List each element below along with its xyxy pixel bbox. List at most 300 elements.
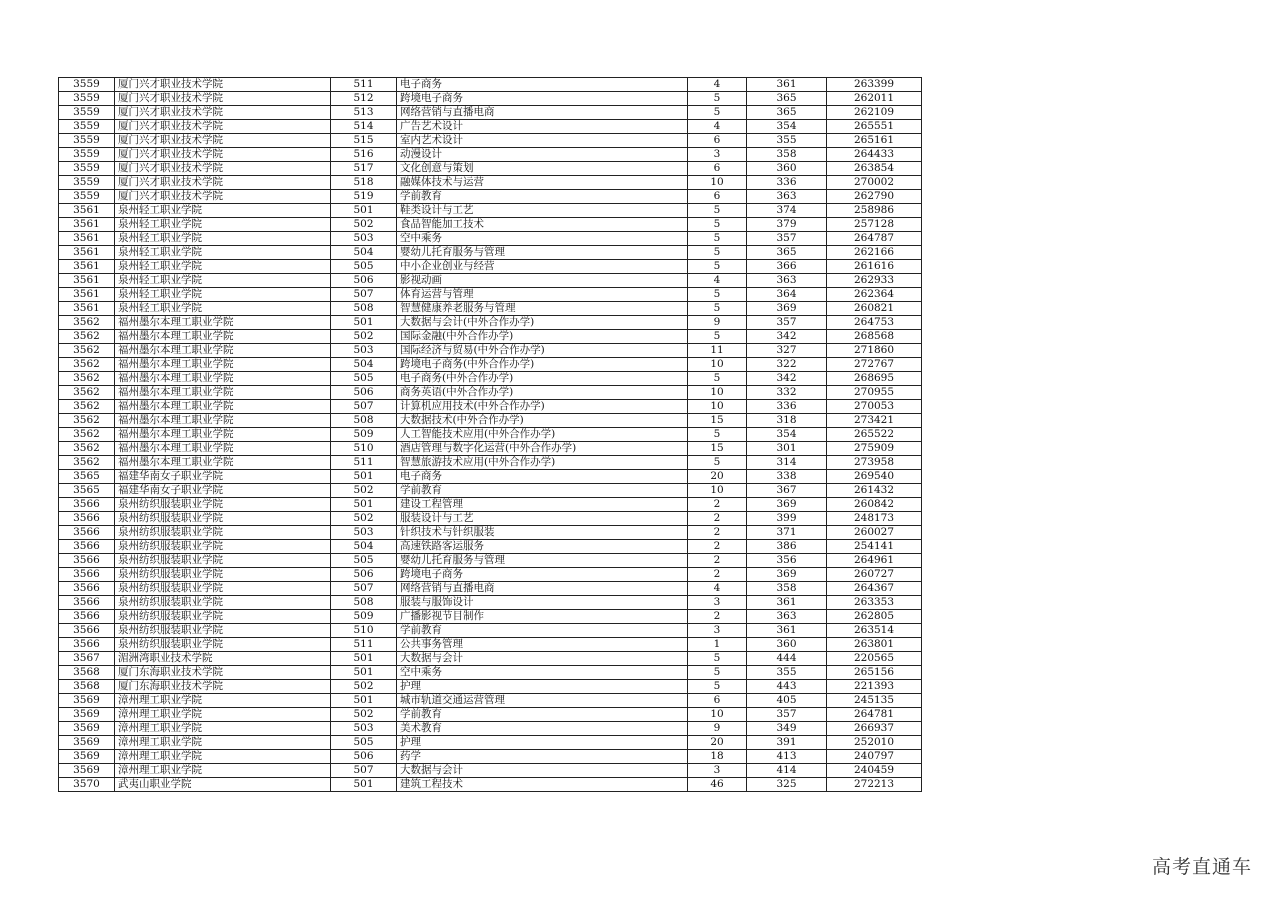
cell-min-rank: 221393 <box>827 680 922 694</box>
cell-school-name: 厦门兴才职业技术学院 <box>115 78 331 92</box>
cell-school-name: 泉州纺织服装职业学院 <box>115 540 331 554</box>
cell-min-rank: 262933 <box>827 274 922 288</box>
cell-school-name: 泉州轻工职业学院 <box>115 204 331 218</box>
cell-school-code: 3562 <box>59 442 115 456</box>
cell-major-name: 文化创意与策划 <box>397 162 688 176</box>
cell-min-rank: 261616 <box>827 260 922 274</box>
cell-school-name: 漳州理工职业学院 <box>115 722 331 736</box>
table-row <box>59 400 922 414</box>
table-row <box>59 456 922 470</box>
cell-major-code: 509 <box>331 610 397 624</box>
cell-school-code: 3569 <box>59 722 115 736</box>
table-row <box>59 610 922 624</box>
table-row <box>59 596 922 610</box>
cell-major-code: 503 <box>331 722 397 736</box>
cell-major-code: 511 <box>331 456 397 470</box>
cell-school-name: 漳州理工职业学院 <box>115 694 331 708</box>
cell-plan-count: 6 <box>688 190 747 204</box>
cell-school-code: 3569 <box>59 736 115 750</box>
cell-major-code: 502 <box>331 708 397 722</box>
cell-school-code: 3566 <box>59 526 115 540</box>
cell-major-name: 电子商务(中外合作办学) <box>397 372 688 386</box>
table-row <box>59 274 922 288</box>
cell-min-rank: 262166 <box>827 246 922 260</box>
cell-major-name: 网络营销与直播电商 <box>397 106 688 120</box>
cell-min-score: 386 <box>747 540 827 554</box>
cell-school-name: 福建华南女子职业学院 <box>115 470 331 484</box>
cell-plan-count: 10 <box>688 400 747 414</box>
cell-major-code: 503 <box>331 526 397 540</box>
cell-school-code: 3559 <box>59 106 115 120</box>
table-row <box>59 386 922 400</box>
cell-plan-count: 5 <box>688 666 747 680</box>
cell-school-name: 福州墨尔本理工职业学院 <box>115 386 331 400</box>
cell-plan-count: 20 <box>688 736 747 750</box>
cell-major-code: 510 <box>331 624 397 638</box>
cell-plan-count: 5 <box>688 218 747 232</box>
cell-school-name: 漳州理工职业学院 <box>115 708 331 722</box>
cell-school-name: 厦门兴才职业技术学院 <box>115 176 331 190</box>
cell-school-code: 3569 <box>59 764 115 778</box>
cell-major-code: 508 <box>331 596 397 610</box>
cell-school-code: 3561 <box>59 288 115 302</box>
cell-min-score: 322 <box>747 358 827 372</box>
cell-school-code: 3561 <box>59 260 115 274</box>
cell-major-name: 人工智能技术应用(中外合作办学) <box>397 428 688 442</box>
table-row <box>59 190 922 204</box>
cell-school-name: 泉州纺织服装职业学院 <box>115 554 331 568</box>
table-row <box>59 372 922 386</box>
cell-school-code: 3568 <box>59 680 115 694</box>
cell-school-name: 福建华南女子职业学院 <box>115 484 331 498</box>
cell-school-code: 3562 <box>59 456 115 470</box>
table-row <box>59 554 922 568</box>
cell-school-code: 3561 <box>59 302 115 316</box>
cell-major-name: 广告艺术设计 <box>397 120 688 134</box>
cell-major-name: 计算机应用技术(中外合作办学) <box>397 400 688 414</box>
cell-major-code: 511 <box>331 638 397 652</box>
cell-major-name: 智慧旅游技术应用(中外合作办学) <box>397 456 688 470</box>
cell-major-code: 505 <box>331 260 397 274</box>
cell-school-code: 3562 <box>59 330 115 344</box>
cell-major-code: 509 <box>331 428 397 442</box>
cell-major-code: 501 <box>331 666 397 680</box>
admission-table <box>58 77 922 792</box>
cell-school-code: 3561 <box>59 204 115 218</box>
cell-school-name: 福州墨尔本理工职业学院 <box>115 316 331 330</box>
cell-min-score: 361 <box>747 78 827 92</box>
cell-school-name: 福州墨尔本理工职业学院 <box>115 414 331 428</box>
cell-min-rank: 272767 <box>827 358 922 372</box>
cell-school-name: 泉州轻工职业学院 <box>115 218 331 232</box>
cell-major-code: 507 <box>331 400 397 414</box>
cell-major-code: 502 <box>331 680 397 694</box>
cell-school-name: 漳州理工职业学院 <box>115 750 331 764</box>
cell-plan-count: 15 <box>688 414 747 428</box>
cell-min-rank: 263801 <box>827 638 922 652</box>
cell-plan-count: 1 <box>688 638 747 652</box>
cell-school-name: 漳州理工职业学院 <box>115 736 331 750</box>
cell-min-score: 399 <box>747 512 827 526</box>
cell-school-code: 3569 <box>59 694 115 708</box>
cell-major-code: 514 <box>331 120 397 134</box>
cell-plan-count: 4 <box>688 78 747 92</box>
cell-major-name: 服装与服饰设计 <box>397 596 688 610</box>
cell-school-code: 3568 <box>59 666 115 680</box>
cell-min-score: 357 <box>747 708 827 722</box>
cell-school-name: 厦门东海职业技术学院 <box>115 680 331 694</box>
cell-school-name: 泉州轻工职业学院 <box>115 260 331 274</box>
cell-min-score: 327 <box>747 344 827 358</box>
cell-school-code: 3566 <box>59 596 115 610</box>
cell-school-code: 3561 <box>59 218 115 232</box>
cell-min-score: 369 <box>747 568 827 582</box>
cell-plan-count: 2 <box>688 512 747 526</box>
cell-min-score: 332 <box>747 386 827 400</box>
cell-min-score: 356 <box>747 554 827 568</box>
cell-min-score: 360 <box>747 162 827 176</box>
cell-min-rank: 258986 <box>827 204 922 218</box>
cell-school-code: 3562 <box>59 428 115 442</box>
table-row <box>59 330 922 344</box>
table-row <box>59 624 922 638</box>
cell-school-name: 福州墨尔本理工职业学院 <box>115 442 331 456</box>
cell-school-code: 3559 <box>59 78 115 92</box>
cell-plan-count: 2 <box>688 554 747 568</box>
cell-major-name: 大数据与会计 <box>397 764 688 778</box>
cell-major-code: 504 <box>331 540 397 554</box>
cell-min-score: 349 <box>747 722 827 736</box>
cell-major-code: 501 <box>331 316 397 330</box>
table-row <box>59 344 922 358</box>
cell-major-name: 智慧健康养老服务与管理 <box>397 302 688 316</box>
cell-plan-count: 4 <box>688 582 747 596</box>
cell-major-code: 508 <box>331 414 397 428</box>
cell-major-code: 502 <box>331 330 397 344</box>
table-row <box>59 498 922 512</box>
cell-plan-count: 20 <box>688 470 747 484</box>
cell-major-name: 护理 <box>397 680 688 694</box>
cell-major-code: 505 <box>331 554 397 568</box>
cell-major-name: 药学 <box>397 750 688 764</box>
cell-school-name: 泉州纺织服装职业学院 <box>115 582 331 596</box>
cell-school-code: 3562 <box>59 372 115 386</box>
cell-min-score: 325 <box>747 778 827 792</box>
cell-major-name: 学前教育 <box>397 484 688 498</box>
cell-min-score: 371 <box>747 526 827 540</box>
cell-major-name: 空中乘务 <box>397 232 688 246</box>
cell-major-code: 516 <box>331 148 397 162</box>
cell-min-rank: 271860 <box>827 344 922 358</box>
table-body <box>59 78 922 792</box>
cell-min-rank: 270053 <box>827 400 922 414</box>
cell-school-name: 泉州纺织服装职业学院 <box>115 512 331 526</box>
table-row <box>59 78 922 92</box>
cell-min-rank: 264753 <box>827 316 922 330</box>
cell-major-name: 婴幼儿托育服务与管理 <box>397 246 688 260</box>
cell-school-name: 泉州纺织服装职业学院 <box>115 610 331 624</box>
cell-major-name: 高速铁路客运服务 <box>397 540 688 554</box>
cell-major-code: 501 <box>331 694 397 708</box>
cell-min-rank: 262011 <box>827 92 922 106</box>
cell-min-score: 301 <box>747 442 827 456</box>
cell-min-score: 366 <box>747 260 827 274</box>
cell-plan-count: 4 <box>688 120 747 134</box>
cell-school-name: 厦门兴才职业技术学院 <box>115 148 331 162</box>
cell-min-rank: 240797 <box>827 750 922 764</box>
cell-school-code: 3566 <box>59 498 115 512</box>
cell-min-rank: 265522 <box>827 428 922 442</box>
cell-plan-count: 5 <box>688 652 747 666</box>
watermark-text: 高考直通车 <box>1151 856 1252 878</box>
cell-min-score: 413 <box>747 750 827 764</box>
cell-major-code: 513 <box>331 106 397 120</box>
cell-school-code: 3559 <box>59 190 115 204</box>
table-row <box>59 218 922 232</box>
cell-plan-count: 5 <box>688 246 747 260</box>
cell-school-code: 3559 <box>59 148 115 162</box>
cell-plan-count: 5 <box>688 428 747 442</box>
cell-min-score: 355 <box>747 666 827 680</box>
cell-major-code: 506 <box>331 274 397 288</box>
cell-school-name: 厦门东海职业技术学院 <box>115 666 331 680</box>
table-row <box>59 106 922 120</box>
cell-major-name: 体育运营与管理 <box>397 288 688 302</box>
cell-major-code: 511 <box>331 78 397 92</box>
cell-major-name: 学前教育 <box>397 624 688 638</box>
cell-plan-count: 6 <box>688 694 747 708</box>
cell-min-rank: 262109 <box>827 106 922 120</box>
table-row <box>59 652 922 666</box>
cell-min-rank: 263399 <box>827 78 922 92</box>
table-row <box>59 204 922 218</box>
cell-plan-count: 10 <box>688 484 747 498</box>
cell-min-score: 363 <box>747 190 827 204</box>
cell-min-score: 379 <box>747 218 827 232</box>
cell-school-code: 3559 <box>59 120 115 134</box>
cell-min-rank: 260027 <box>827 526 922 540</box>
cell-min-score: 365 <box>747 106 827 120</box>
cell-plan-count: 9 <box>688 722 747 736</box>
cell-plan-count: 5 <box>688 106 747 120</box>
cell-school-name: 福州墨尔本理工职业学院 <box>115 358 331 372</box>
cell-plan-count: 5 <box>688 288 747 302</box>
cell-min-rank: 268568 <box>827 330 922 344</box>
cell-school-code: 3562 <box>59 414 115 428</box>
table-row <box>59 260 922 274</box>
cell-major-name: 针织技术与针织服装 <box>397 526 688 540</box>
cell-min-score: 360 <box>747 638 827 652</box>
cell-school-code: 3565 <box>59 470 115 484</box>
cell-min-rank: 254141 <box>827 540 922 554</box>
cell-school-name: 福州墨尔本理工职业学院 <box>115 456 331 470</box>
table-row <box>59 750 922 764</box>
cell-major-code: 501 <box>331 778 397 792</box>
table-row <box>59 148 922 162</box>
cell-min-rank: 273958 <box>827 456 922 470</box>
cell-major-name: 跨境电子商务 <box>397 92 688 106</box>
cell-min-rank: 264787 <box>827 232 922 246</box>
cell-min-score: 391 <box>747 736 827 750</box>
cell-school-name: 厦门兴才职业技术学院 <box>115 120 331 134</box>
cell-major-code: 504 <box>331 358 397 372</box>
cell-major-code: 506 <box>331 750 397 764</box>
cell-plan-count: 2 <box>688 526 747 540</box>
cell-major-code: 510 <box>331 442 397 456</box>
cell-major-code: 501 <box>331 652 397 666</box>
cell-school-code: 3566 <box>59 540 115 554</box>
cell-min-rank: 245135 <box>827 694 922 708</box>
cell-school-code: 3566 <box>59 554 115 568</box>
cell-school-name: 厦门兴才职业技术学院 <box>115 162 331 176</box>
cell-min-score: 364 <box>747 288 827 302</box>
cell-major-name: 酒店管理与数字化运营(中外合作办学) <box>397 442 688 456</box>
cell-min-rank: 240459 <box>827 764 922 778</box>
cell-min-rank: 220565 <box>827 652 922 666</box>
cell-school-code: 3562 <box>59 400 115 414</box>
cell-major-name: 美术教育 <box>397 722 688 736</box>
cell-major-name: 室内艺术设计 <box>397 134 688 148</box>
table-row <box>59 666 922 680</box>
cell-school-code: 3561 <box>59 246 115 260</box>
cell-school-name: 泉州纺织服装职业学院 <box>115 568 331 582</box>
cell-school-name: 福州墨尔本理工职业学院 <box>115 400 331 414</box>
cell-school-code: 3566 <box>59 568 115 582</box>
cell-school-name: 泉州纺织服装职业学院 <box>115 638 331 652</box>
table-row <box>59 162 922 176</box>
table-row <box>59 120 922 134</box>
cell-min-score: 414 <box>747 764 827 778</box>
cell-min-rank: 257128 <box>827 218 922 232</box>
cell-plan-count: 3 <box>688 596 747 610</box>
cell-min-score: 336 <box>747 176 827 190</box>
cell-min-score: 354 <box>747 120 827 134</box>
cell-major-code: 506 <box>331 386 397 400</box>
cell-plan-count: 3 <box>688 764 747 778</box>
table-row <box>59 764 922 778</box>
cell-plan-count: 6 <box>688 134 747 148</box>
cell-major-code: 505 <box>331 736 397 750</box>
cell-major-name: 食品智能加工技术 <box>397 218 688 232</box>
table-row <box>59 428 922 442</box>
cell-min-rank: 260727 <box>827 568 922 582</box>
cell-plan-count: 15 <box>688 442 747 456</box>
cell-min-score: 357 <box>747 316 827 330</box>
cell-school-code: 3562 <box>59 344 115 358</box>
cell-major-code: 519 <box>331 190 397 204</box>
cell-min-score: 365 <box>747 246 827 260</box>
cell-min-rank: 264961 <box>827 554 922 568</box>
cell-min-rank: 263514 <box>827 624 922 638</box>
cell-major-name: 大数据与会计 <box>397 652 688 666</box>
cell-min-rank: 270002 <box>827 176 922 190</box>
cell-school-name: 武夷山职业学院 <box>115 778 331 792</box>
cell-major-name: 空中乘务 <box>397 666 688 680</box>
cell-major-name: 国际金融(中外合作办学) <box>397 330 688 344</box>
cell-min-score: 367 <box>747 484 827 498</box>
cell-major-code: 502 <box>331 218 397 232</box>
cell-min-rank: 273421 <box>827 414 922 428</box>
cell-school-code: 3570 <box>59 778 115 792</box>
cell-plan-count: 46 <box>688 778 747 792</box>
cell-school-name: 泉州轻工职业学院 <box>115 302 331 316</box>
table-row <box>59 722 922 736</box>
table-row <box>59 232 922 246</box>
cell-major-name: 婴幼儿托育服务与管理 <box>397 554 688 568</box>
table-row <box>59 778 922 792</box>
table-row <box>59 526 922 540</box>
cell-major-code: 504 <box>331 246 397 260</box>
table-row <box>59 316 922 330</box>
cell-major-code: 502 <box>331 512 397 526</box>
cell-school-name: 泉州纺织服装职业学院 <box>115 596 331 610</box>
cell-major-code: 501 <box>331 204 397 218</box>
cell-school-code: 3559 <box>59 176 115 190</box>
cell-min-score: 342 <box>747 330 827 344</box>
cell-major-name: 中小企业创业与经营 <box>397 260 688 274</box>
cell-plan-count: 5 <box>688 92 747 106</box>
cell-min-rank: 252010 <box>827 736 922 750</box>
cell-school-code: 3559 <box>59 92 115 106</box>
table-row <box>59 568 922 582</box>
cell-school-name: 泉州轻工职业学院 <box>115 246 331 260</box>
table-row <box>59 694 922 708</box>
cell-major-code: 503 <box>331 344 397 358</box>
cell-min-rank: 268695 <box>827 372 922 386</box>
cell-plan-count: 10 <box>688 358 747 372</box>
cell-plan-count: 5 <box>688 372 747 386</box>
cell-school-name: 厦门兴才职业技术学院 <box>115 92 331 106</box>
cell-major-code: 508 <box>331 302 397 316</box>
table-row <box>59 680 922 694</box>
cell-min-score: 369 <box>747 498 827 512</box>
cell-school-code: 3569 <box>59 750 115 764</box>
cell-plan-count: 6 <box>688 162 747 176</box>
cell-major-name: 学前教育 <box>397 190 688 204</box>
cell-school-code: 3562 <box>59 316 115 330</box>
cell-major-name: 城市轨道交通运营管理 <box>397 694 688 708</box>
cell-min-rank: 275909 <box>827 442 922 456</box>
cell-min-rank: 264433 <box>827 148 922 162</box>
cell-major-name: 商务英语(中外合作办学) <box>397 386 688 400</box>
cell-min-rank: 265156 <box>827 666 922 680</box>
cell-major-name: 大数据技术(中外合作办学) <box>397 414 688 428</box>
cell-min-score: 336 <box>747 400 827 414</box>
table-row <box>59 176 922 190</box>
cell-min-score: 363 <box>747 274 827 288</box>
table-row <box>59 442 922 456</box>
cell-plan-count: 10 <box>688 708 747 722</box>
cell-school-name: 泉州轻工职业学院 <box>115 232 331 246</box>
cell-min-rank: 248173 <box>827 512 922 526</box>
cell-min-rank: 263854 <box>827 162 922 176</box>
cell-major-code: 507 <box>331 288 397 302</box>
table-row <box>59 484 922 498</box>
table-row <box>59 512 922 526</box>
table-row <box>59 736 922 750</box>
cell-plan-count: 18 <box>688 750 747 764</box>
cell-plan-count: 5 <box>688 260 747 274</box>
cell-major-code: 518 <box>331 176 397 190</box>
cell-school-name: 泉州轻工职业学院 <box>115 274 331 288</box>
cell-school-name: 福州墨尔本理工职业学院 <box>115 330 331 344</box>
cell-major-code: 515 <box>331 134 397 148</box>
cell-major-name: 跨境电子商务 <box>397 568 688 582</box>
cell-plan-count: 3 <box>688 148 747 162</box>
cell-plan-count: 3 <box>688 624 747 638</box>
cell-school-name: 泉州纺织服装职业学院 <box>115 526 331 540</box>
cell-plan-count: 5 <box>688 680 747 694</box>
